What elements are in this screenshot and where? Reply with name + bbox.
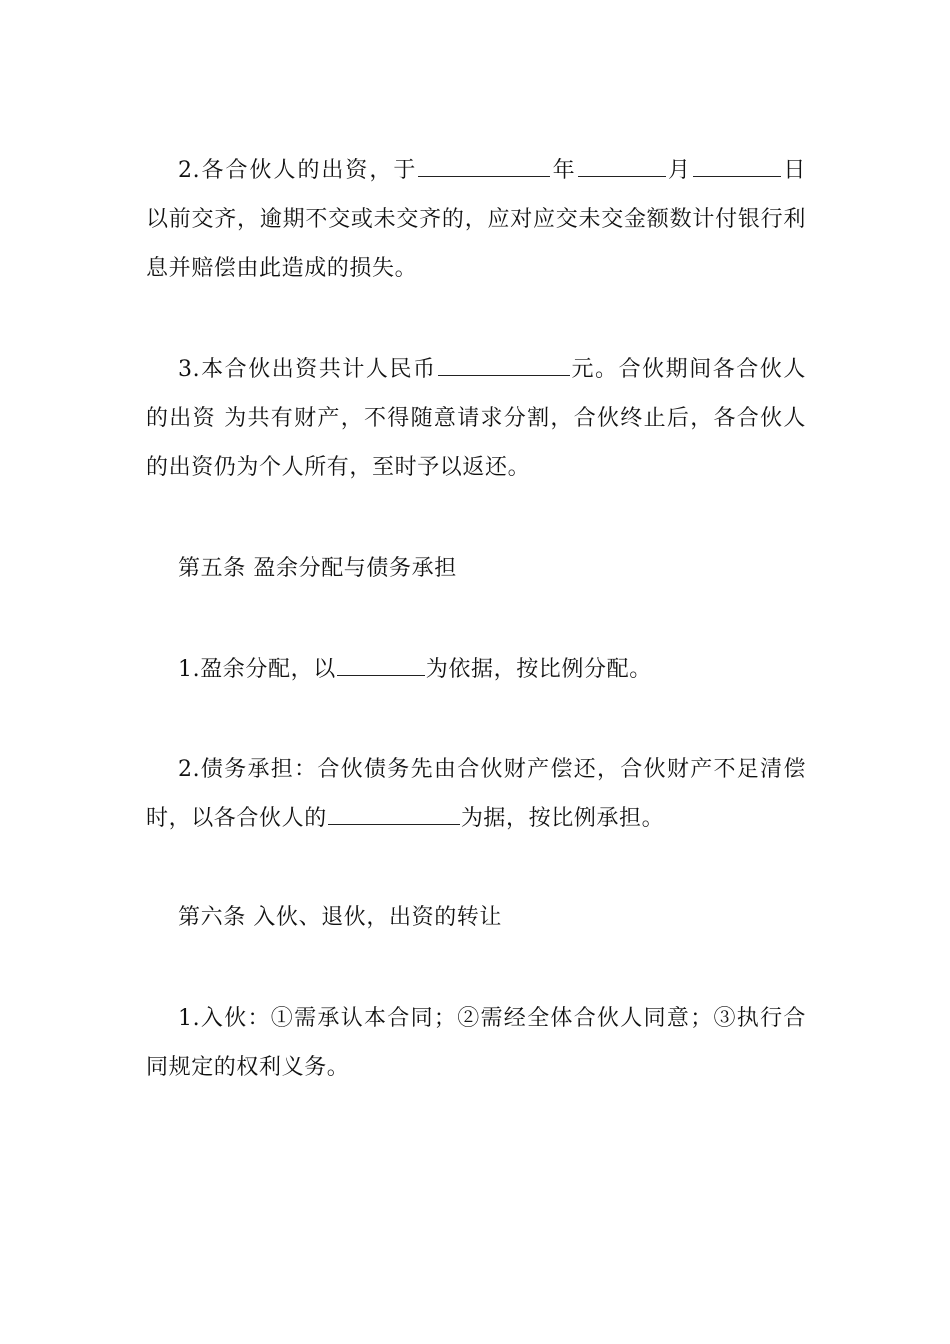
text-segment: 2.债务承担：合伙债务先由合伙财产偿还，合伙财产不足清偿时，以各合伙人的	[146, 757, 806, 831]
paragraph-contribution-deadline	[146, 146, 806, 293]
text-segment: 月	[666, 158, 693, 183]
text-segment: 日以前交齐，逾期不交或未交齐的，应对应交未交金额数计付银行利息并赔偿由此造成的损失。	[146, 158, 807, 281]
blank-ratio-field	[328, 802, 460, 825]
text-segment: 3.本合伙出资共计人民币	[178, 357, 437, 382]
text-segment: 1.盈余分配，以	[178, 657, 336, 682]
text-segment: 为据，按比例承担。	[460, 806, 665, 831]
blank-month-field	[578, 154, 666, 177]
text-segment: 年	[551, 158, 577, 183]
article-heading-6: 第六条 入伙、退伙，出资的转让	[178, 905, 502, 930]
blank-year-field	[418, 154, 550, 177]
article-heading-5: 第五条 盈余分配与债务承担	[178, 556, 457, 581]
paragraph-admission: 1.入伙：①需承认本合同；②需经全体合伙人同意；③执行合同规定的权利义务。	[146, 1006, 806, 1080]
blank-amount-field	[438, 353, 570, 376]
text-segment: 为依据，按比例分配。	[425, 657, 652, 682]
paragraph-profit-distribution	[146, 645, 806, 694]
text-segment: 2.各合伙人的出资，于	[178, 158, 418, 183]
blank-basis-field	[337, 653, 425, 676]
blank-day-field	[693, 154, 781, 177]
text-segment: 元。合伙期间各合伙人的出资 为共有财产，不得随意请求分割，合伙终止后，各合伙人的出资仍为个人所有，至时予以返还。	[146, 357, 806, 480]
paragraph-debt-bearing	[146, 745, 806, 843]
paragraph-total-contribution	[146, 345, 806, 492]
